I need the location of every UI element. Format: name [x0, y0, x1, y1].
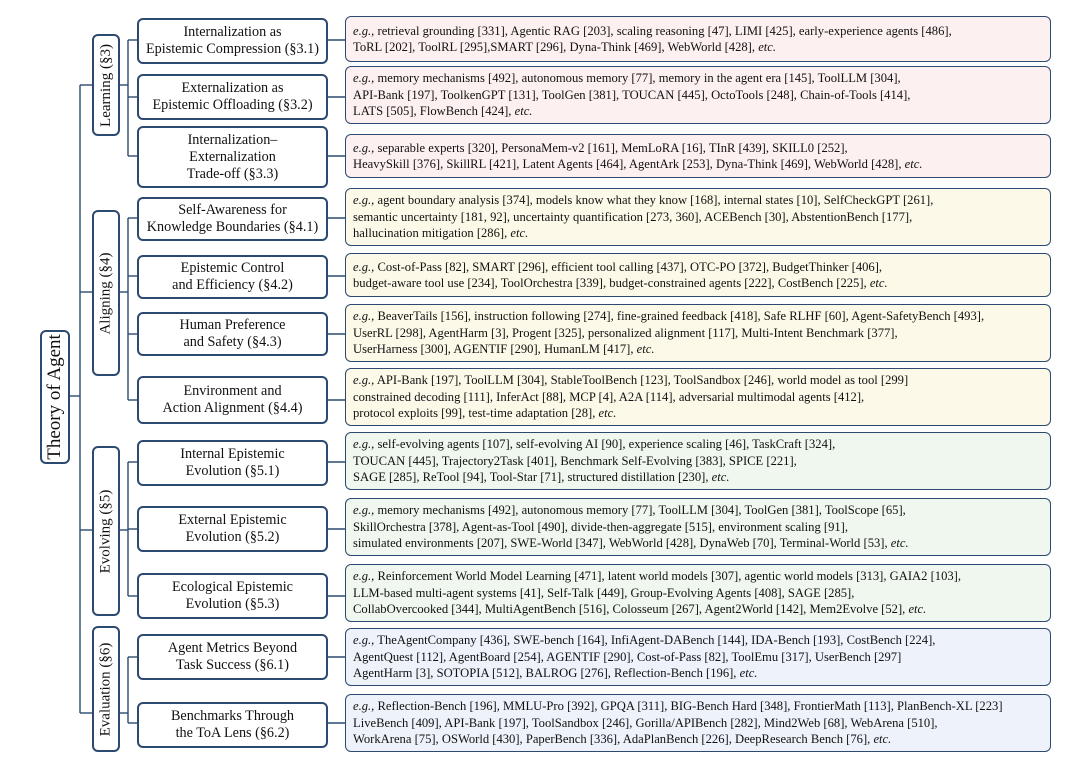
refs-text: e.g., Cost-of-Pass [82], SMART [296], efficient tool calling [437], OTC-PO [372], BudgetThinker [406], budget-aware tool use [234], ToolOrchestra [339], budget-constrained agents [222], CostBench [225], etc. — [353, 259, 888, 290]
sub-node-5-3: Ecological Epistemic Evolution (§5.3) — [137, 573, 328, 619]
root-label: Theory of Agent — [44, 334, 66, 460]
category-label-evolving: Evolving (§5) — [97, 489, 114, 573]
refs-text: e.g., API-Bank [197], ToolLLM [304], StableToolBench [123], ToolSandbox [246], world model as tool [299] constrained decoding [111], InferAct [88], MCP [4], A2A [114], adversarial multimodal agents [412], protocol exploits [99], test-time adaptation [28], etc. — [353, 373, 909, 421]
refs-text: e.g., BeaverTails [156], instruction following [274], fine-grained feedback [418], Safe RLHF [60], Agent-SafetyBench [493], UserRL [298], AgentHarm [3], Progent [325], personalized alignment [117], Multi-Intent Benchmark [377], UserHarness [300], AGENTIF [290], HumanLM [417], etc. — [353, 309, 985, 357]
refs-text: e.g., self-evolving agents [107], self-evolving AI [90], experience scaling [46], TaskCraft [324], TOUCAN [445], Trajectory2Task [401], Benchmark Self-Evolving [383], SPICE [221], SAGE [285], ReTool [94], Tool-Star [71], structured distillation [230], etc. — [353, 437, 836, 485]
category-label-aligning: Aligning (§4) — [97, 251, 114, 335]
refs-text: e.g., Reinforcement World Model Learning [471], latent world models [307], agentic world models [313], GAIA2 [103], LLM-based multi-agent systems [41], Self-Talk [449], Group-Evolving Agents [408], SAGE [285], CollabOvercooked [344], MultiAgentBench [516], Colosseum [267], Agent2World [142], Mem2Evolve [52], etc. — [353, 569, 962, 617]
sub-node-4-3: Human Preference and Safety (§4.3) — [137, 312, 328, 356]
sub-node-3-2: Externalization as Epistemic Offloading (§3.2) — [137, 74, 328, 120]
refs-3-1 — [345, 16, 1051, 62]
refs-4-1 — [345, 188, 1051, 246]
root-node — [40, 330, 70, 464]
refs-text: e.g., agent boundary analysis [374], models know what they know [168], internal states [10], SelfCheckGPT [261], semantic uncertainty [181, 92], uncertainty quantification [273, 360], ACEBench [30], AbstentionBench [177], hallucination mitigation [286], etc. — [353, 193, 934, 241]
refs-text: e.g., separable experts [320], PersonaMem-v2 [161], MemLoRA [16], TInR [439], SKILL0 [252], HeavySkill [376], SkillRL [421], Latent Agents [464], AgentArk [253], Dyna-Think [469], WebWorld [428], etc. — [353, 140, 923, 171]
refs-4-4 — [345, 368, 1051, 426]
sub-node-6-2: Benchmarks Through the ToA Lens (§6.2) — [137, 702, 328, 748]
sub-node-3-3: Internalization– Externalization Trade-off (§3.3) — [137, 126, 328, 188]
sub-node-4-1: Self-Awareness for Knowledge Boundaries (§4.1) — [137, 197, 328, 241]
sub-node-4-2: Epistemic Control and Efficiency (§4.2) — [137, 255, 328, 299]
category-evaluation — [92, 626, 120, 752]
refs-6-2 — [345, 694, 1051, 752]
sub-node-4-4: Environment and Action Alignment (§4.4) — [137, 376, 328, 424]
category-learning — [92, 34, 120, 136]
sub-node-6-1: Agent Metrics Beyond Task Success (§6.1) — [137, 634, 328, 680]
category-aligning — [92, 210, 120, 376]
refs-text: e.g., memory mechanisms [492], autonomous memory [77], memory in the agent era [145], ToolLLM [304], API-Bank [197], ToolkenGPT [131], ToolGen [381], TOUCAN [445], OctoTools [248], Chain-of-Tools [414], LATS [505], FlowBench [424], etc. — [353, 71, 911, 119]
refs-text: e.g., retrieval grounding [331], Agentic RAG [203], scaling reasoning [47], LIMI [425], early-experience agents [486], ToRL [202], ToolRL [295],SMART [296], Dyna-Think [469], WebWorld [428], etc. — [353, 23, 952, 54]
refs-text: e.g., TheAgentCompany [436], SWE-bench [164], InfiAgent-DABench [144], IDA-Bench [193], CostBench [224], AgentQuest [112], AgentBoard [254], AGENTIF [290], Cost-of-Pass [82], ToolEmu [317], UserBench [297] AgentHarm [3], SOTOPIA [512], BALROG [276], Reflection-Bench [196], etc. — [353, 633, 936, 681]
category-label-evaluation: Evaluation (§6) — [97, 642, 114, 736]
refs-4-3 — [345, 304, 1051, 362]
sub-node-5-1: Internal Epistemic Evolution (§5.1) — [137, 440, 328, 486]
refs-4-2 — [345, 253, 1051, 297]
category-label-learning: Learning (§3) — [97, 43, 114, 127]
sub-node-5-2: External Epistemic Evolution (§5.2) — [137, 506, 328, 552]
refs-text: e.g., Reflection-Bench [196], MMLU-Pro [392], GPQA [311], BIG-Bench Hard [348], FrontierMath [113], PlanBench-XL [223] LiveBench [409], API-Bank [197], ToolSandbox [246], Gorilla/APIBench [282], Mind2Web [68], WebArena [510], WorkArena [75], OSWorld [430], PaperBench [336], AdaPlanBench [226], DeepResearch Bench [76], etc. — [353, 699, 1003, 747]
refs-5-1 — [345, 432, 1051, 490]
sub-node-3-1: Internalization as Epistemic Compression (§3.1) — [137, 18, 328, 64]
refs-3-3 — [345, 134, 1051, 178]
refs-3-2 — [345, 66, 1051, 124]
refs-5-3 — [345, 564, 1051, 622]
refs-5-2 — [345, 498, 1051, 556]
refs-6-1 — [345, 628, 1051, 686]
refs-text: e.g., memory mechanisms [492], autonomous memory [77], ToolLLM [304], ToolGen [381], ToolScope [65], SkillOrchestra [378], Agent-as-Tool [490], divide-then-aggregate [515], environment scaling [91], simulated environments [207], SWE-World [347], WebWorld [428], DynaWeb [70], Terminal-World [53], etc. — [353, 503, 909, 551]
category-evolving — [92, 446, 120, 616]
